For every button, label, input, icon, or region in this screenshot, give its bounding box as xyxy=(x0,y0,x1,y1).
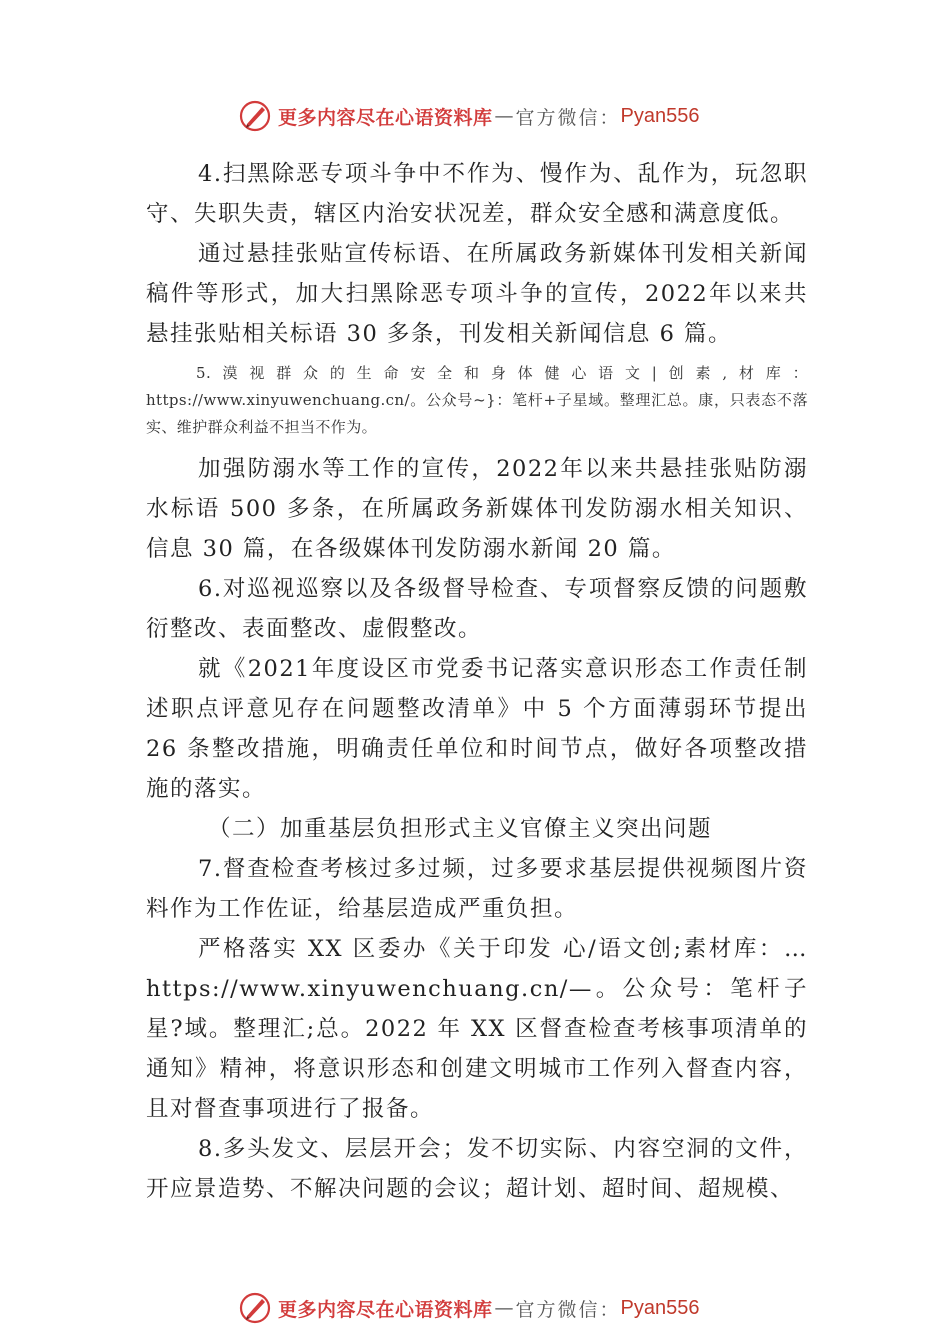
paragraph-item-8: 8.多头发文、层层开会；发不切实际、内容空洞的文件，开应景造势、不解决问题的会议；超计划、超时间、超规模、 xyxy=(146,1136,808,1202)
header-separator: — xyxy=(494,105,514,127)
paragraph-drowning-prevention: 加强防溺水等工作的宣传，2022年以来共悬挂张贴防溺水标语 500 多条，在所属政务新媒体刊发防溺水相关知识、信息 30 篇，在各级媒体刊发防溺水新闻 20 篇。 xyxy=(146,456,808,562)
footer-wechat-id: Pyan556 xyxy=(620,1296,700,1319)
paragraph-inspection-notice: 严格落实 XX 区委办《关于印发 心/语文创;素材库：…https://www.xinyuwenchuang.cn/—。公众号：笔杆子星?域。整理汇;总。2022 年 XX 区督查检查考核事项清单的通知》精神，将意识形态和创建文明城市工作列入督查内容，且对督查事项进行了报备。 xyxy=(146,936,808,1122)
paragraph-item-7: 7.督查检查考核过多过频，过多要求基层提供视频图片资料作为工作佐证，给基层造成严重负担。 xyxy=(146,856,808,922)
pen-logo-icon xyxy=(238,1291,272,1325)
header-brand-text: 更多内容尽在心语资料库 xyxy=(278,106,493,129)
paragraph-item-4: 4.扫黑除恶专项斗争中不作为、慢作为、乱作为，玩忽职守、失职失责，辖区内治安状况差，群众安全感和满意度低。 xyxy=(146,161,808,227)
header-wechat-label: 官方微信： xyxy=(515,106,621,129)
footer-brand-text: 更多内容尽在心语资料库 xyxy=(278,1298,493,1321)
pen-logo-icon xyxy=(238,99,272,133)
document-body xyxy=(146,154,808,1209)
footer-banner xyxy=(238,1288,758,1328)
paragraph-antigang-publicity: 通过悬挂张贴宣传标语、在所属政务新媒体刊发相关新闻稿件等形式，加大扫黑除恶专项斗争的宣传，2022年以来共悬挂张贴相关标语 30 多条，刊发相关新闻信息 6 篇。 xyxy=(146,241,808,347)
paragraph-item-6: 6.对巡视巡察以及各级督导检查、专项督察反馈的问题敷衍整改、表面整改、虚假整改。 xyxy=(146,576,808,642)
footer-separator: — xyxy=(494,1297,514,1319)
section-heading-2: （二）加重基层负担形式主义官僚主义突出问题 xyxy=(208,816,713,842)
footer-wechat-label: 官方微信： xyxy=(515,1298,621,1321)
paragraph-item-5: 5.漠视群众的生命安全和身体健心语文|创素,材库：https://www.xinyuwenchuang.cn/。公众号~}：笔杆+子星域。整理汇总。康，只表态不落实、维护群众利益不担当不作为。 xyxy=(146,364,808,436)
header-wechat-id: Pyan556 xyxy=(620,104,700,127)
paragraph-rectification: 就《2021年度设区市党委书记落实意识形态工作责任制述职点评意见存在问题整改清单》中 5 个方面薄弱环节提出 26 条整改措施，明确责任单位和时间节点，做好各项整改措施的落实。 xyxy=(146,656,808,802)
header-banner xyxy=(238,96,758,136)
